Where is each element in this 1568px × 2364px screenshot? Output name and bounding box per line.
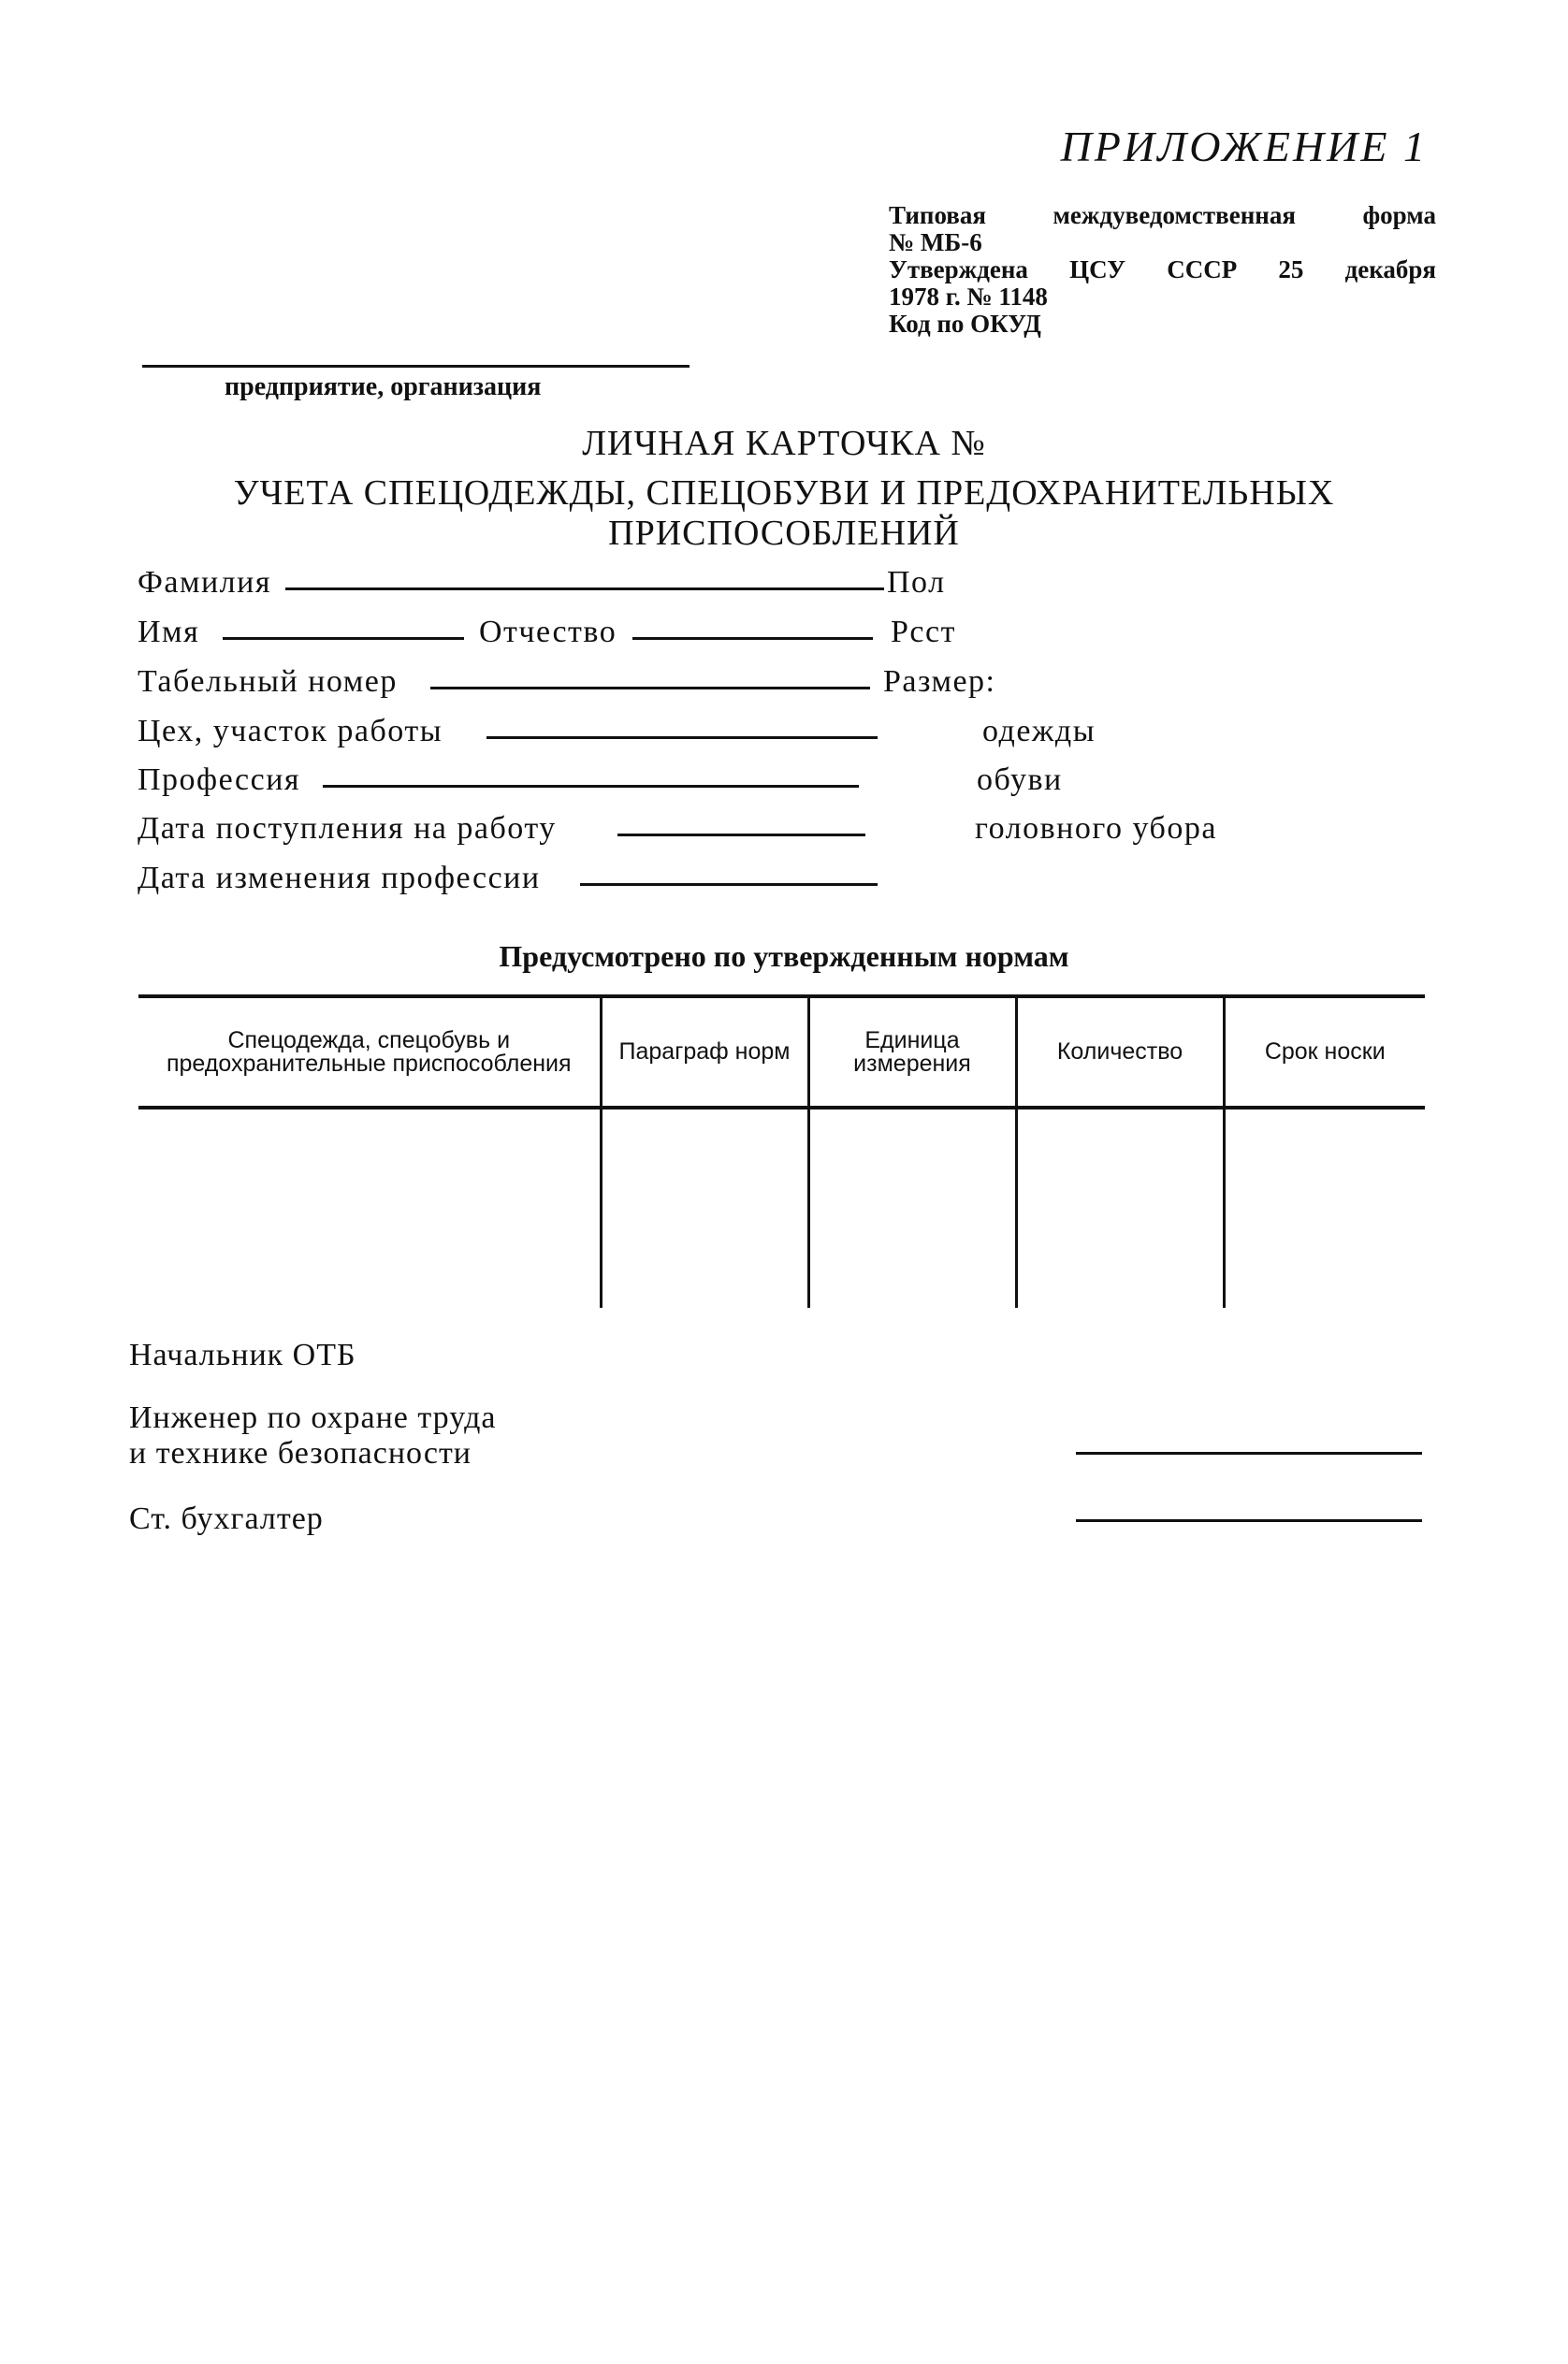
head-otb-label: Начальник ОТБ bbox=[129, 1338, 356, 1372]
first-name-line[interactable] bbox=[223, 637, 464, 640]
column-header-paragraph: Параграф норм bbox=[601, 996, 808, 1108]
table-cell[interactable] bbox=[601, 1108, 808, 1308]
approval-line: Утверждена ЦСУ СССР 25 декабря bbox=[889, 255, 1436, 283]
form-number: № МБ-6 bbox=[889, 228, 982, 256]
card-title: ЛИЧНАЯ КАРТОЧКА № bbox=[582, 424, 986, 463]
personnel-number-label: Табельный номер bbox=[138, 664, 398, 699]
table-cell[interactable] bbox=[1016, 1108, 1224, 1308]
approval-date: 1978 г. № 1148 bbox=[889, 283, 1048, 311]
chief-accountant-signature-line[interactable] bbox=[1076, 1519, 1422, 1522]
norms-table bbox=[138, 994, 1425, 1308]
form-type: Типовая междуведомственная форма bbox=[889, 201, 1436, 229]
height-label: Рсст bbox=[891, 615, 956, 649]
workshop-line[interactable] bbox=[486, 736, 878, 739]
table-cell[interactable] bbox=[1224, 1108, 1425, 1308]
headwear-size-label: головного убора bbox=[975, 811, 1217, 846]
chief-accountant-label: Ст. бухгалтер bbox=[129, 1501, 324, 1536]
personnel-number-line[interactable] bbox=[430, 687, 870, 689]
form-approval-block bbox=[889, 202, 1436, 338]
safety-engineer-signature-line[interactable] bbox=[1076, 1452, 1422, 1455]
patronymic-label: Отчество bbox=[479, 615, 617, 649]
column-header-wear-period: Срок носки bbox=[1224, 996, 1425, 1108]
okud-code: Код по ОКУД bbox=[889, 310, 1041, 338]
surname-line[interactable] bbox=[285, 587, 884, 590]
norms-title: Предусмотрено по утвержденным нормам bbox=[499, 939, 1069, 973]
card-subtitle-2: ПРИСПОСОБЛЕНИЙ bbox=[608, 514, 960, 553]
table-header-row bbox=[138, 996, 1425, 1108]
table-cell[interactable] bbox=[138, 1108, 601, 1308]
organization-caption: предприятие, организация bbox=[225, 372, 542, 401]
profession-label: Профессия bbox=[138, 762, 301, 797]
card-subtitle: УЧЕТА СПЕЦОДЕЖДЫ, СПЕЦОБУВИ И ПРЕДОХРАНИТЕЛЬНЫХ bbox=[233, 473, 1335, 513]
hire-date-label: Дата поступления на работу bbox=[138, 811, 557, 846]
clothing-size-label: одежды bbox=[982, 714, 1096, 748]
profession-change-line[interactable] bbox=[580, 883, 878, 886]
size-label: Размер: bbox=[883, 664, 996, 699]
safety-engineer-line-1: Инженер по охране труда bbox=[129, 1400, 497, 1435]
hire-date-line[interactable] bbox=[617, 834, 865, 836]
surname-label: Фамилия bbox=[138, 565, 271, 600]
first-name-label: Имя bbox=[138, 615, 200, 649]
column-header-quantity: Количество bbox=[1016, 996, 1224, 1108]
appendix-title: ПРИЛОЖЕНИЕ 1 bbox=[1060, 123, 1428, 170]
safety-engineer-line-2: и технике безопасности bbox=[129, 1436, 472, 1471]
column-header-clothing: Спецодежда, спецобувь и предохранительные приспособления bbox=[138, 996, 601, 1108]
column-header-unit: Единица измерения bbox=[808, 996, 1016, 1108]
profession-change-label: Дата изменения профессии bbox=[138, 861, 541, 895]
workshop-label: Цех, участок работы bbox=[138, 714, 443, 748]
shoe-size-label: обуви bbox=[977, 762, 1063, 797]
table-row bbox=[138, 1108, 1425, 1308]
sex-label: Пол bbox=[887, 565, 946, 600]
profession-line[interactable] bbox=[323, 785, 859, 788]
organization-line[interactable] bbox=[142, 365, 690, 368]
safety-engineer-label bbox=[129, 1400, 496, 1472]
table-cell[interactable] bbox=[808, 1108, 1016, 1308]
patronymic-line[interactable] bbox=[632, 637, 873, 640]
